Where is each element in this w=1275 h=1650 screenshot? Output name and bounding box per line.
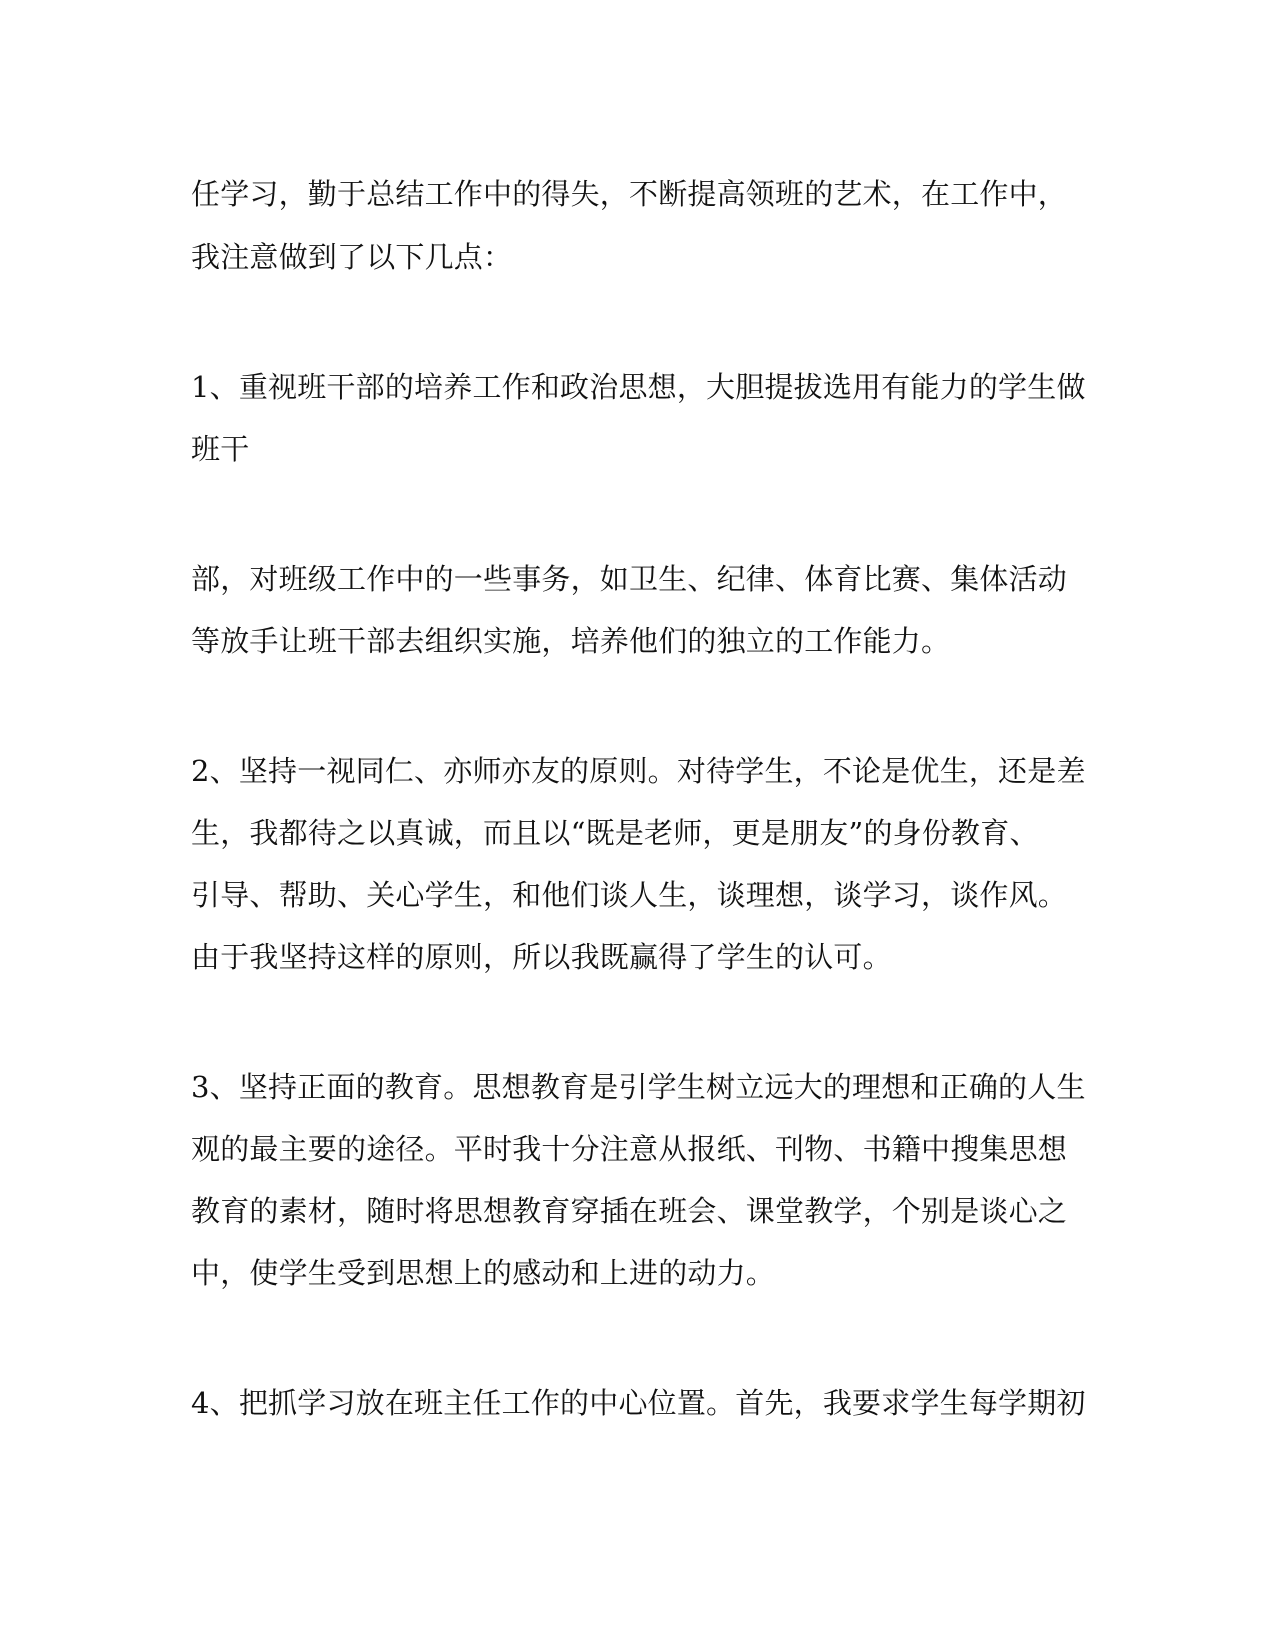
text-line-1: 任学习，勤于总结工作中的得失，不断提高领班的艺术，在工作中， <box>191 177 1068 211</box>
text-line-14: 中，使学生受到思想上的感动和上进的动力。 <box>191 1256 776 1290</box>
text-line-5: 部，对班级工作中的一些事务，如卫生、纪律、体育比赛、集体活动 <box>191 562 1068 596</box>
text-line-13: 教育的素材，随时将思想教育穿插在班会、课堂教学，个别是谈心之 <box>191 1194 1068 1228</box>
text-line-10: 由于我坚持这样的原则，所以我既赢得了学生的认可。 <box>191 940 892 974</box>
text-line-3: 1、重视班干部的培养工作和政治思想，大胆提拔选用有能力的学生做 <box>191 370 1086 404</box>
text-line-11: 3、坚持正面的教育。思想教育是引学生树立远大的理想和正确的人生 <box>191 1070 1086 1104</box>
text-line-8: 生，我都待之以真诚，而且以“既是老师，更是朋友”的身份教育、 <box>191 816 1039 850</box>
text-line-9: 引导、帮助、关心学生，和他们谈人生，谈理想，谈学习，谈作风。 <box>191 878 1068 912</box>
text-line-12: 观的最主要的途径。平时我十分注意从报纸、刊物、书籍中搜集思想 <box>191 1132 1068 1166</box>
text-line-7: 2、坚持一视同仁、亦师亦友的原则。对待学生，不论是优生，还是差 <box>191 754 1086 788</box>
text-line-2: 我注意做到了以下几点： <box>191 240 513 274</box>
text-line-6: 等放手让班干部去组织实施，培养他们的独立的工作能力。 <box>191 624 951 658</box>
text-line-15: 4、把抓学习放在班主任工作的中心位置。首先，我要求学生每学期初 <box>191 1386 1086 1420</box>
text-line-4: 班干 <box>191 432 250 466</box>
